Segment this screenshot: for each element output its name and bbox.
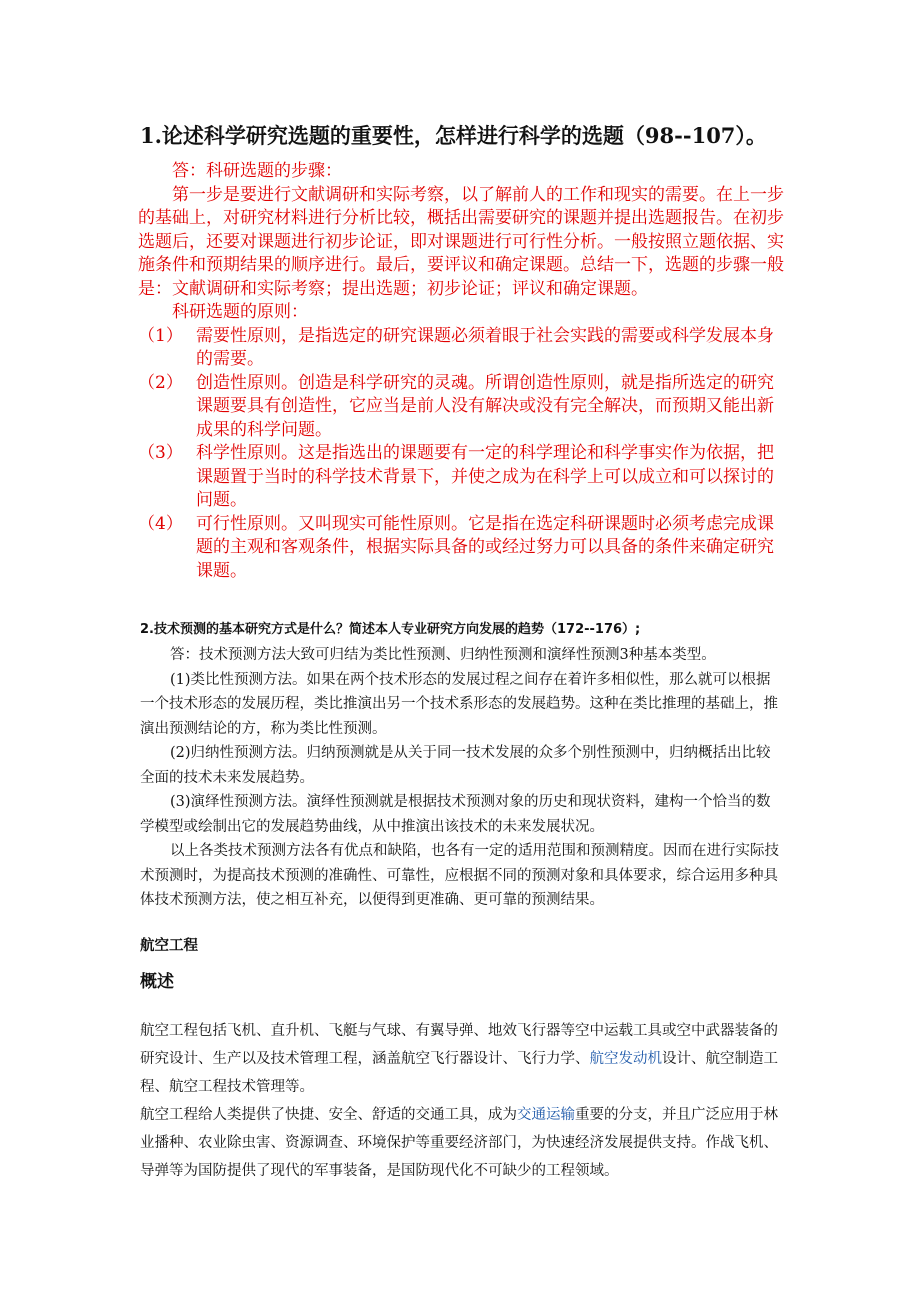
question-2-title: 2.技术预测的基本研究方式是什么？简述本人专业研究方向发展的趋势（172--176）; [140,622,641,637]
steps-paragraph: 第一步是要进行文献调研和实际考察，以了解前人的工作和现实的需要。在上一步的基础上，对研究材料进行分析比较，概括出需要研究的课题并提出选题报告。在初步选题后，还要对课题进行初步论证，即对课题进行可行性分析。一般按照立题依据、实施条件和预期结果的顺序进行。最后，要评议和确定课题。总结一下，选题的步骤一般是：文献调研和实际考察；提出选题；初步论证；评议和确定课题。 [138,184,784,299]
principle-item [138,372,788,443]
principle-number: （3） [138,443,183,463]
steps-heading: 答：科研选题的步骤： [172,161,342,181]
principle-text: 科学性原则。这是指选出的课题要有一定的科学理论和科学事实作为依据，把课题置于当时的科学技术背景下，并使之成为在科学上可以成立和可以探讨的问题。 [196,443,774,510]
aviation-paragraph-2: 航空工程给人类提供了快捷、安全、舒适的交通工具，成为交通运输重要的分支，并且广泛应用于林业播种、农业除虫害、资源调查、环境保护等重要经济部门，为快速经济发展提供支持。作战飞机、导弹等为国防提供了现代的军事装备，是国防现代化不可缺少的工程领域。 [140,1107,778,1179]
principle-item [138,325,788,372]
question-1-title: 1.论述科学研究选题的重要性，怎样进行科学的选题（98--107）。 [140,123,767,148]
aviation-heading: 航空工程 [140,938,198,954]
principle-item [138,442,788,513]
question-2-answer [140,643,782,913]
answer-paragraph: (2)归纳性预测方法。归纳预测就是从关于同一技术发展的众多个别性预测中，归纳概括出比较全面的技术未来发展趋势。 [140,745,771,786]
transportation-link[interactable]: 交通运输 [517,1107,575,1123]
principle-text: 需要性原则，是指选定的研究课题必须着眼于社会实践的需要或科学发展本身的需要。 [196,325,774,369]
answer-paragraph: 以上各类技术预测方法各有优点和缺陷，也各有一定的适用范围和预测精度。因而在进行实际技术预测时，为提高技术预测的准确性、可靠性，应根据不同的预测对象和具体要求，综合运用多种具体技术预测方法，使之相互补充，以便得到更准确、更可靠的预测结果。 [140,843,779,908]
principle-number: （2） [138,372,183,393]
principle-number: （1） [138,325,183,346]
aviation-paragraph-1: 航空工程包括飞机、直升机、飞艇与气球、有翼导弹、地效飞行器等空中运载工具或空中武器装备的研究设计、生产以及技术管理工程，涵盖航空飞行器设计、飞行力学、航空发动机设计、航空制造工程、航空工程技术管理等。 [140,1023,778,1095]
aviation-overview [140,1017,782,1185]
answer-paragraph: (3)演绎性预测方法。演绎性预测就是根据技术预测对象的历史和现状资料，建构一个恰当的数学模型或绘制出它的发展趋势曲线，从中推演出该技术的未来发展状况。 [140,794,771,835]
principle-item [138,513,788,584]
principle-text: 创造性原则。创造是科学研究的灵魂。所谓创造性原则，就是指所选定的研究课题要具有创造性，它应当是前人没有解决或没有完全解决，而预期又能出新成果的科学问题。 [196,372,774,440]
overview-heading: 概述 [140,972,174,992]
aero-engine-link[interactable]: 航空发动机 [589,1051,662,1067]
answer-paragraph: (1)类比性预测方法。如果在两个技术形态的发展过程之间存在着许多相似性，那么就可以根据一个技术形态的发展历程，类比推演出另一个技术系形态的发展趋势。这种在类比推理的基础上，推演出预测结论的方，称为类比性预测。 [140,671,778,737]
principle-text: 可行性原则。又叫现实可能性原则。它是指在选定科研课题时必须考虑完成课题的主观和客观条件，根据实际具备的或经过努力可以具备的条件来确定研究课题。 [196,513,774,581]
principles-heading: 科研选题的原则： [172,302,308,322]
answer-paragraph: 答：技术预测方法大致可归结为类比性预测、归纳性预测和演绎性预测3种基本类型。 [170,647,716,663]
principle-number: （4） [138,513,183,534]
question-1-answer [138,160,788,583]
